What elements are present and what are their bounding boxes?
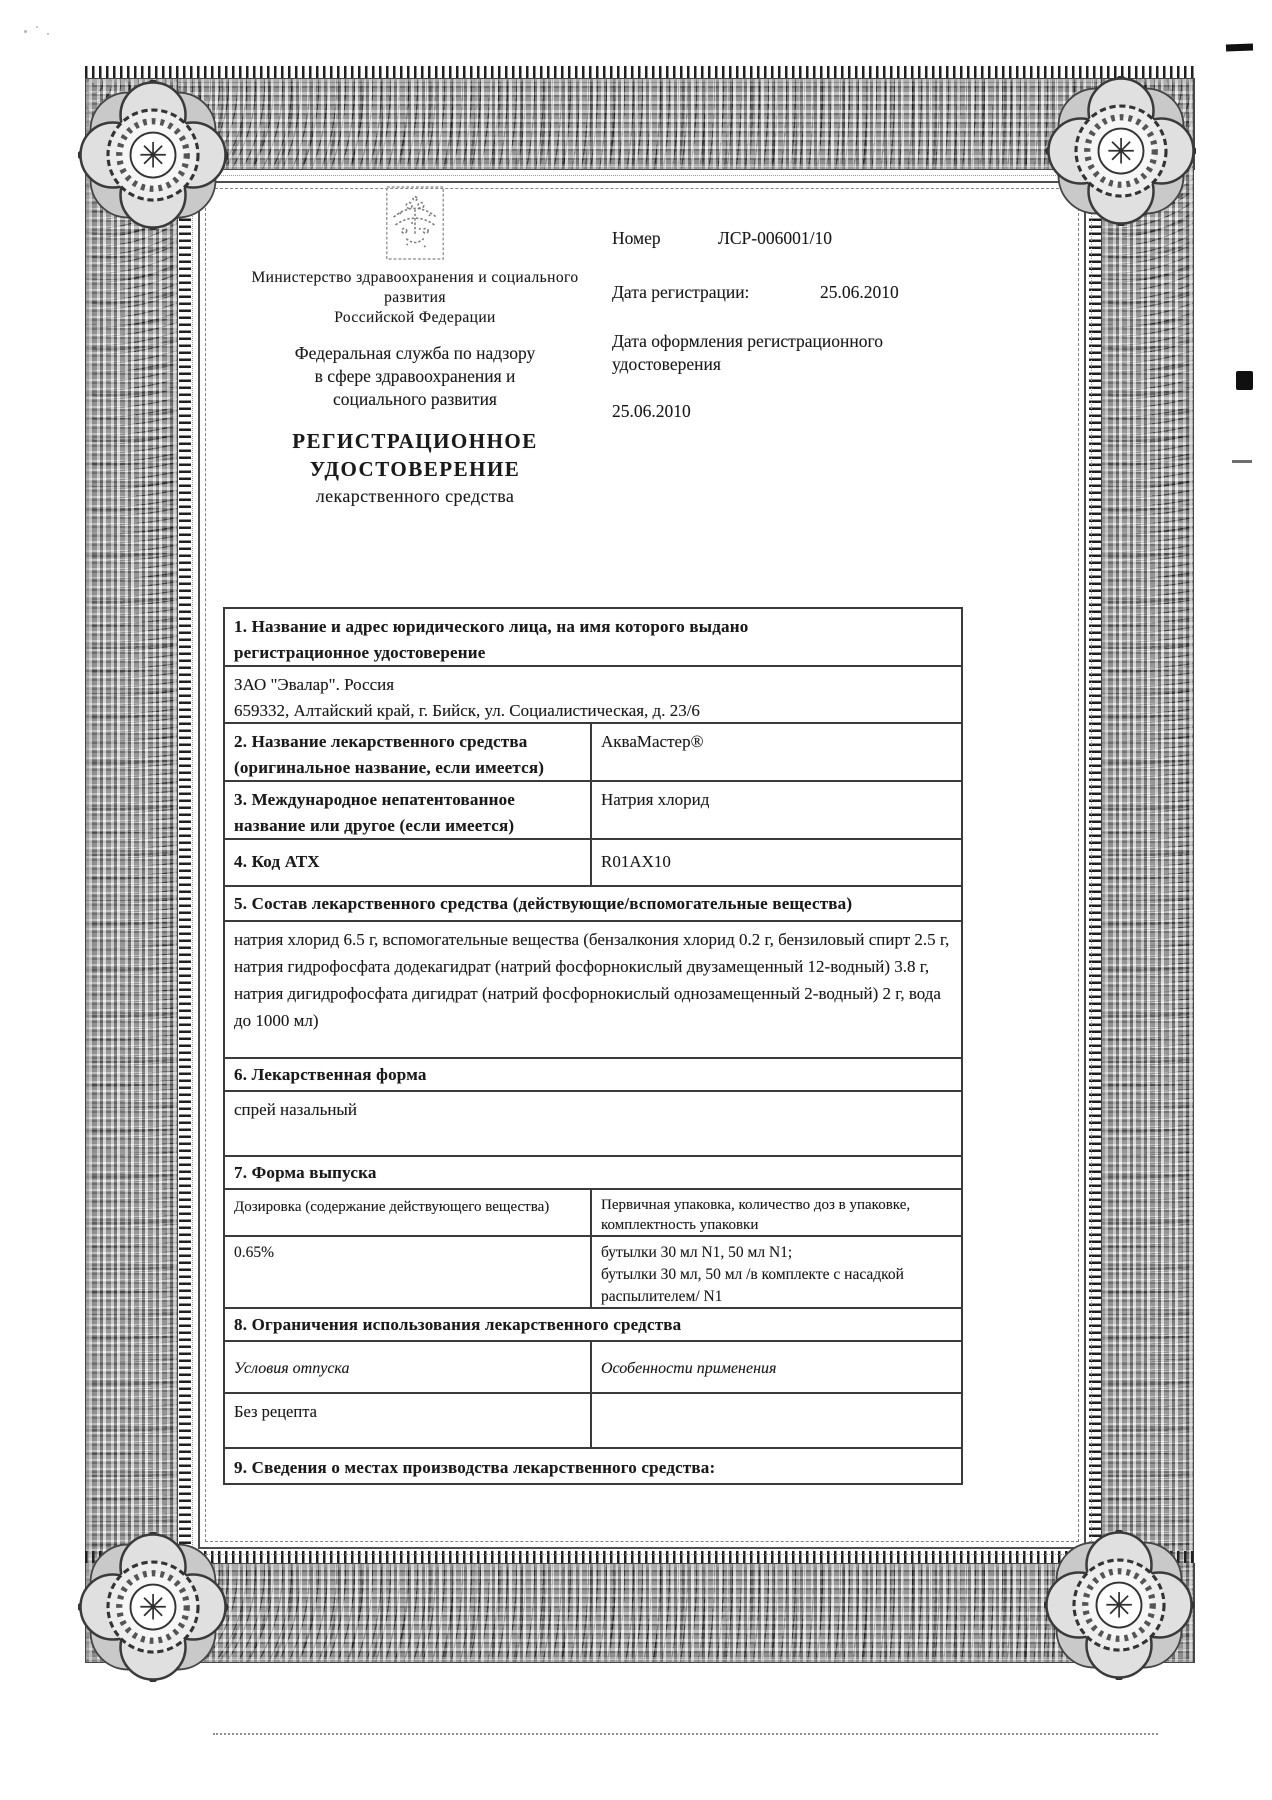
section-6-dosage-form: спрей назальный [225, 1090, 961, 1155]
border-band-top [85, 78, 1195, 170]
border-band-right [1101, 78, 1194, 1663]
section-8-heading: 8. Ограничения использования лекарственного средства [225, 1307, 961, 1340]
dispensing-conditions-value: Без рецепта [225, 1394, 592, 1447]
section-2-drug-name-row [225, 722, 961, 780]
section-3-label: 3. Международное непатентованное название или другое (если имеется) [225, 782, 592, 838]
section-4-value: R01AX10 [601, 852, 671, 871]
certificate-table [223, 607, 963, 1485]
packaging-column-header: Первичная упаковка, количество доз в упаковке, комплектность упаковки [601, 1197, 911, 1233]
issuing-authority-block [200, 186, 630, 507]
section-7-subtable-header [225, 1188, 961, 1235]
rosette-medallion-icon [1046, 76, 1196, 226]
scan-speck [24, 30, 27, 33]
application-features-value [592, 1394, 961, 1447]
section-1-holder-name-address: ЗАО "Эвалар". Россия 659332, Алтайский край, г. Бийск, ул. Социалистическая, д. 23/6 [225, 665, 961, 722]
application-features-label: Особенности применения [601, 1360, 777, 1377]
packaging-value: бутылки 30 мл N1, 50 мл N1; бутылки 30 мл, 50 мл /в комплекте с насадкой распылителем/ N1 [601, 1244, 904, 1305]
border-fringe-left [179, 172, 191, 1551]
number-label: Номер [612, 228, 661, 248]
section-1-heading: 1. Название и адрес юридического лица, на имя которого выдано регистрационное удостоверение [225, 607, 961, 665]
issue-date-value: 25.06.2010 [612, 401, 691, 421]
section-8-subtable-row [225, 1392, 961, 1447]
dosage-column-header: Дозировка (содержание действующего вещества) [225, 1190, 592, 1235]
ministry-name: Министерство здравоохранения и социального развития Российской Федерации [251, 269, 579, 326]
federal-service-name: Федеральная служба по надзору в сфере здравоохранения и социального развития [294, 343, 536, 409]
border-fringe-top [85, 66, 1195, 78]
border-band-left [85, 78, 178, 1663]
coat-of-arms-icon [382, 186, 448, 260]
section-5-composition: натрия хлорид 6.5 г, вспомогательные вещества (бензалкония хлорид 0.2 г, бензиловый спирт 2.5 г, натрия гидрофосфата додекагидрат (натрий фосфорнокислый двузамещенный 12-водный) 3.8 г, натрия дигидрофосфата дигидрат (натрий фосфорнокислый однозамещенный 2-водный) 2 г, вода до 1000 мл) [225, 920, 961, 1057]
scan-speck [47, 33, 49, 35]
section-7-heading: 7. Форма выпуска [225, 1155, 961, 1188]
registration-date-label: Дата регистрации: [612, 282, 750, 302]
section-9-heading: 9. Сведения о местах производства лекарственного средства: [225, 1447, 961, 1483]
scan-artifact-dash [1232, 460, 1252, 463]
section-3-inn-row [225, 780, 961, 838]
registration-date-value: 25.06.2010 [820, 282, 899, 302]
rosette-medallion-icon [78, 1532, 228, 1682]
number-value: ЛСР-006001/10 [718, 228, 832, 248]
dosage-value: 0.65% [225, 1237, 592, 1307]
section-2-value: АкваМастер® [601, 732, 704, 751]
border-band-bottom [85, 1563, 1195, 1663]
bottom-dotted-line [213, 1733, 1158, 1735]
section-8-subtable-header [225, 1340, 961, 1392]
section-7-subtable-row [225, 1235, 961, 1307]
scan-artifact-square [1236, 371, 1253, 390]
scan-artifact-dash [1226, 44, 1253, 52]
section-4-atc-code-row [225, 838, 961, 885]
section-4-label: 4. Код АТХ [225, 840, 592, 885]
section-3-value: Натрия хлорид [601, 790, 710, 809]
section-5-heading: 5. Состав лекарственного средства (действующие/вспомогательные вещества) [225, 885, 961, 920]
document-subtitle: лекарственного средства [315, 486, 515, 506]
rosette-medallion-icon [1044, 1530, 1194, 1680]
section-2-label: 2. Название лекарственного средства (оригинальное название, если имеется) [225, 724, 592, 780]
registration-meta-block [612, 228, 982, 422]
dispensing-conditions-label: Условия отпуска [225, 1342, 592, 1392]
issue-date-label: Дата оформления регистрационного удостоверения [612, 331, 883, 374]
document-title: РЕГИСТРАЦИОННОЕ УДОСТОВЕРЕНИЕ [292, 429, 538, 481]
scan-speck [36, 26, 38, 28]
section-6-heading: 6. Лекарственная форма [225, 1057, 961, 1090]
